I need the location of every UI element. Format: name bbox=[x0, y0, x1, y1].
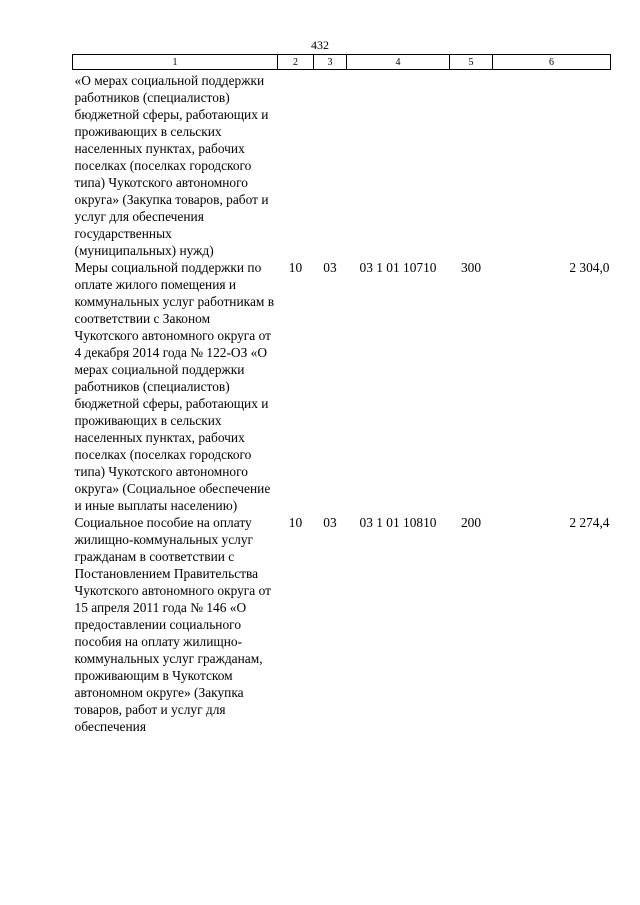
row-type: 300 bbox=[460, 260, 482, 275]
table-row bbox=[73, 259, 611, 514]
row-section: 10 bbox=[288, 515, 303, 530]
header-col-2: 2 bbox=[278, 55, 314, 70]
table-header-row bbox=[73, 55, 611, 70]
row-amount bbox=[493, 70, 611, 260]
row-subsection: 03 bbox=[323, 515, 337, 530]
row-target bbox=[347, 70, 450, 260]
row-amount: 2 304,0 bbox=[569, 260, 610, 275]
row-name: Социальное пособие на оплату жилищно-коммунальных услуг гражданам в соответствии с Постановлением Правительства Чукотского автономного округа от 15 апреля 2011 года № 146 «О предоставлении социального пособия на оплату жилищно-коммунальных услуг гражданам, проживающим в Чукотском автономном округе» (Закупка товаров, работ и услуг для обеспечения bbox=[74, 515, 271, 734]
row-section bbox=[278, 70, 314, 260]
header-col-4: 4 bbox=[347, 55, 450, 70]
table-row bbox=[73, 70, 611, 260]
row-type bbox=[450, 70, 493, 260]
row-amount: 2 274,4 bbox=[569, 515, 610, 530]
row-target: 03 1 01 10710 bbox=[359, 260, 437, 275]
budget-table bbox=[72, 54, 611, 735]
header-col-5: 5 bbox=[450, 55, 493, 70]
header-col-1: 1 bbox=[73, 55, 278, 70]
row-subsection bbox=[314, 70, 347, 260]
row-target: 03 1 01 10810 bbox=[359, 515, 437, 530]
row-name: Меры социальной поддержки по оплате жилого помещения и коммунальных услуг работникам в соответствии с Законом Чукотского автономного округа от 4 декабря 2014 года № 122-ОЗ «О мерах социальной поддержки работников (специалистов) бюджетной сферы, работающих и проживающих в сельских населенных пунктах, рабочих поселках (поселках городского типа) Чукотского автономного округа» (Социальное обеспечение и иные выплаты населению) bbox=[74, 260, 275, 513]
header-col-6: 6 bbox=[493, 55, 611, 70]
row-section: 10 bbox=[288, 260, 303, 275]
page-number: 432 bbox=[311, 38, 329, 52]
row-type: 200 bbox=[460, 515, 482, 530]
row-subsection: 03 bbox=[323, 260, 337, 275]
row-name: «О мерах социальной поддержки работников (специалистов) бюджетной сферы, работающих и проживающих в сельских населенных пунктах, рабочих поселках (поселках городского типа) Чукотского автономного округа» (Закупка товаров, работ и услуг для обеспечения государственных (муниципальных) нужд) bbox=[74, 73, 269, 258]
table-row bbox=[73, 514, 611, 735]
header-col-3: 3 bbox=[314, 55, 347, 70]
